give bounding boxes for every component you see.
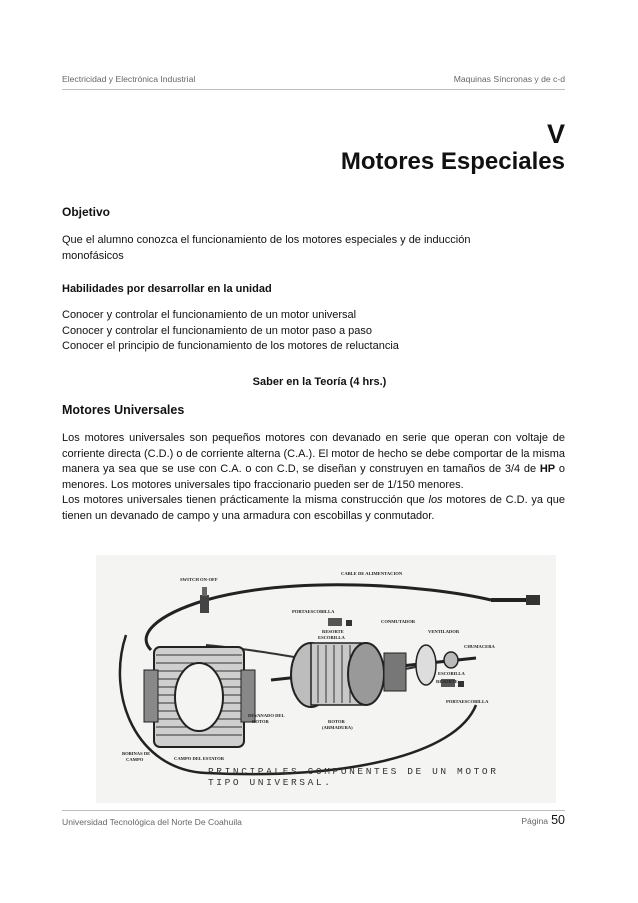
paragraph-1-text-a: Los motores universales son pequeños motores con devanado en serie que operan con voltaje de corriente directa (C.D.) o de corriente alterna (C.A.). El motor de hecho se debe comportar de la misma manera ya sea que se use con C.A. o con C.D, se diseñan y construyen en tamaños de 3/4 de xyxy=(62,432,565,476)
label-resorte-top: RESORTE xyxy=(322,629,344,634)
objetivo-line-2: monofásicos xyxy=(62,249,124,262)
label-ventilador: VENTILADOR xyxy=(428,629,460,634)
page-number-block xyxy=(521,813,565,827)
figure-caption-line-2: TIPO UNIVERSAL. xyxy=(208,777,333,788)
commutator xyxy=(384,653,406,691)
objetivo-text xyxy=(62,233,565,264)
label-devanado-rotor-1: DEVANADO DEL xyxy=(248,713,285,718)
footer-left-text: Universidad Tecnológica del Norte De Coahuila xyxy=(62,817,242,827)
figure-caption-line-1: PRINCIPALES COMPONENTES DE UN MOTOR xyxy=(208,766,499,777)
header-divider xyxy=(62,89,565,90)
chapter-number: V xyxy=(546,119,565,149)
los-italic: los xyxy=(428,494,443,507)
brush-top-small xyxy=(346,620,352,626)
label-campo-estator: CAMPO DEL ESTATOR xyxy=(174,756,225,761)
label-conmutador: CONMUTADOR xyxy=(381,619,416,624)
footer-divider xyxy=(62,810,565,811)
header-left-text: Electricidad y Electrónica Industrial xyxy=(62,74,196,84)
saber-heading xyxy=(62,376,565,388)
label-portaescobilla-right: PORTAESCOBILLA xyxy=(446,699,489,704)
paragraph-1-text-b: o menores. Los motores universales tipo fraccionario pueden ser de 1/150 menores. xyxy=(62,463,565,491)
label-devanado-rotor-2: ROTOR xyxy=(252,719,269,724)
page-label: Página xyxy=(521,816,549,826)
paragraph-2 xyxy=(62,493,565,524)
switch xyxy=(200,595,209,613)
label-portaescobilla-top: PORTAESCOBILLA xyxy=(292,609,335,614)
bearing xyxy=(444,652,458,668)
label-cable: CABLE DE ALIMENTACION xyxy=(341,571,403,576)
chapter-title: Motores Especiales xyxy=(340,148,565,175)
label-resorte-right: RESORTE xyxy=(436,679,458,684)
label-chumacera: CHUMACERA xyxy=(464,644,495,649)
label-rotor-1: ROTOR xyxy=(328,719,345,724)
motores-universales-body xyxy=(62,431,565,525)
habilidades-heading: Habilidades por desarrollar en la unidad xyxy=(62,283,272,295)
habilidad-item: Conocer y controlar el funcionamiento de un motor universal xyxy=(62,309,357,321)
label-switch: SWITCH ON-OFF xyxy=(180,577,218,582)
figure-caption xyxy=(208,766,499,788)
paragraph-1 xyxy=(62,431,565,493)
switch-lever xyxy=(202,587,207,596)
label-escobilla-top: ESCOBILLA xyxy=(318,635,345,640)
plug-head xyxy=(526,595,540,605)
hp-bold: HP xyxy=(539,463,556,476)
page-header xyxy=(62,72,565,88)
label-bobinas-1: BOBINAS DE xyxy=(122,751,151,756)
habilidad-item: Conocer y controlar el funcionamiento de un motor paso a paso xyxy=(62,324,373,337)
brush-right-small xyxy=(458,681,464,687)
label-rotor-2: (ARMADURA) xyxy=(322,725,353,730)
section-heading-motores-universales: Motores Universales xyxy=(62,403,185,417)
brush-top xyxy=(328,618,342,626)
fan xyxy=(416,645,436,685)
habilidades-list xyxy=(62,308,565,355)
stator xyxy=(144,647,255,747)
objetivo-heading: Objetivo xyxy=(62,205,111,219)
objetivo-line-1: Que el alumno conozca el funcionamiento de los motores especiales y de inducción xyxy=(62,234,471,246)
habilidad-item: Conocer el principio de funcionamiento de los motores de reluctancia xyxy=(62,340,399,353)
saber-label: Saber en la Teoría (4 hrs.) xyxy=(252,376,387,388)
power-cable xyxy=(146,585,491,650)
page-number: 50 xyxy=(551,813,565,827)
label-escobilla-right: ESCOBILLA xyxy=(438,671,465,676)
paragraph-2-text-b: motores de C.D. ya que tienen un devanado de campo y una armadura con escobillas y conmutador. xyxy=(62,494,565,522)
label-bobinas-2: CAMPO xyxy=(126,757,144,762)
header-right-text: Maquinas Síncronas y de c-d xyxy=(453,74,565,84)
paragraph-2-text-a: Los motores universales tienen prácticamente la misma construcción que xyxy=(62,494,429,507)
